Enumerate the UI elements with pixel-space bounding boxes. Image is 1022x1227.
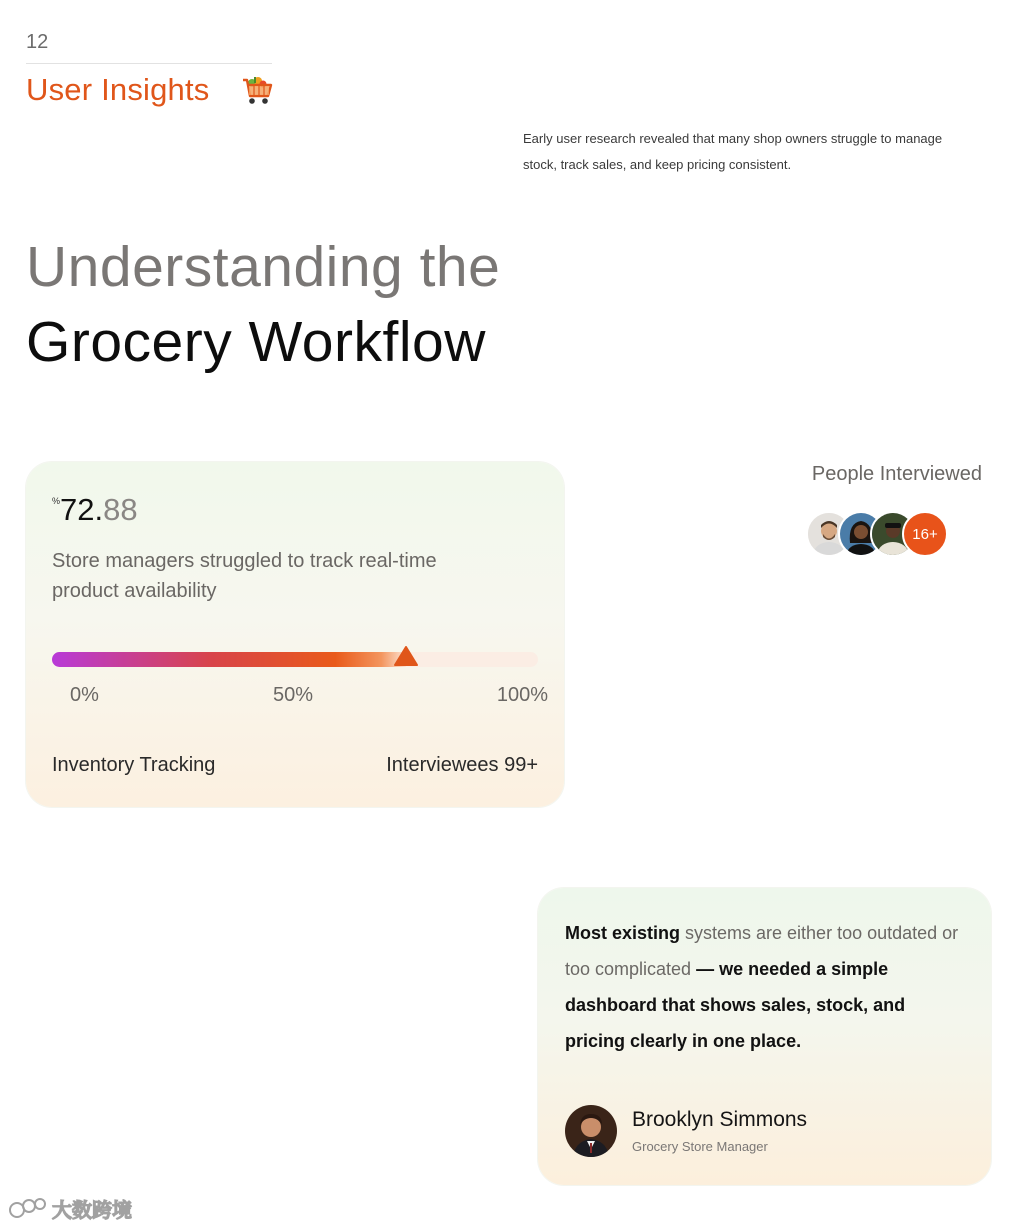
- quote-part: — we needed a simple dashboard that shows sales, stock, and pricing clearly in one place.: [565, 959, 906, 1051]
- avatar-group: [806, 511, 956, 557]
- intro-paragraph: Early user research revealed that many shop owners struggle to manage stock, track sales, and keep pricing consistent.: [523, 131, 943, 172]
- progress-marker-icon: [393, 645, 419, 667]
- stat-value-decimal: 88: [103, 492, 138, 527]
- interviewee-count-badge: 16+: [902, 511, 948, 557]
- stat-value: [52, 492, 138, 528]
- stat-unit: %: [52, 496, 61, 506]
- stat-interviewees: Interviewees 99+: [386, 754, 538, 776]
- headline-line-1: Understanding the: [26, 235, 501, 299]
- stat-category: Inventory Tracking: [52, 754, 216, 776]
- testimonial-quote: [565, 915, 965, 1059]
- quote-part: Most existing: [565, 923, 681, 943]
- stat-card: [26, 462, 564, 807]
- watermark-logo-icon: [8, 1195, 48, 1221]
- watermark-text: 大数跨境: [52, 1199, 132, 1222]
- header-divider: [26, 63, 272, 64]
- quote-part: systems are either too outdated or too complicated: [565, 923, 959, 979]
- author-name: Brooklyn Simmons: [632, 1108, 808, 1131]
- stat-description: Store managers struggled to track real-time product availability: [52, 550, 437, 602]
- progress-label-mid: 50%: [273, 684, 314, 706]
- progress-fill: [52, 652, 406, 667]
- author-avatar: [565, 1105, 617, 1157]
- stat-value-int: 72.: [60, 492, 104, 527]
- author-role: Grocery Store Manager: [632, 1139, 768, 1154]
- section-title: User Insights: [26, 72, 210, 107]
- testimonial-card: [538, 888, 991, 1185]
- watermark: [8, 1193, 132, 1223]
- page-number: 12: [26, 31, 49, 53]
- shopping-cart-icon: [240, 74, 274, 108]
- progress-bar: [52, 652, 538, 667]
- progress-label-max: 100%: [496, 684, 548, 706]
- people-interviewed-title: People Interviewed: [811, 463, 982, 485]
- progress-labels: [52, 684, 548, 710]
- headline-line-2: Grocery Workflow: [26, 310, 486, 374]
- progress-label-min: 0%: [70, 684, 99, 706]
